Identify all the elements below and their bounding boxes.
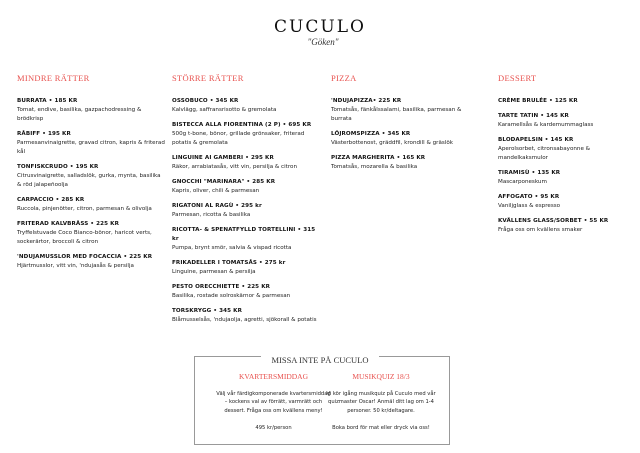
menu-section: [17, 73, 165, 277]
item-description: Parmesan, ricotta & basilika: [172, 212, 251, 218]
item-description: Parmesanvinaigrette, gravad citron, kapris & friterad kål: [17, 140, 165, 155]
item-description: Kapris, oliver, chili & parmesan: [172, 188, 260, 194]
item-name: RICOTTA- & SPENATFYLLD TORTELLINI • 315 kr: [172, 227, 316, 242]
menu-section: [498, 73, 633, 241]
item-name: PESTO ORECCHIETTE • 225 KR: [172, 284, 271, 290]
item-description: Vaniljglass & espresso: [498, 203, 561, 209]
item-description: Tomatsås, fänkålssalami, basilika, parmesan & burrata: [331, 107, 462, 122]
item-name: RÅBIFF • 195 KR: [17, 131, 71, 137]
menu-item: [172, 97, 322, 115]
item-name: PIZZA MARGHERITA • 165 KR: [331, 155, 426, 161]
item-description: Hjärtmusslor, vitt vin, 'ndujasås & persilja: [17, 263, 134, 269]
menu-item: [172, 226, 322, 253]
item-description: 500g t-bone, bönor, grillade grönsaker, friterad potatis & gremolata: [172, 131, 305, 146]
menu-item: [17, 130, 165, 157]
promo-left-title: KVARTERSMIDDAG: [238, 372, 308, 381]
menu-item: [498, 136, 633, 163]
item-name: LÖJROMSPIZZA • 345 KR: [331, 131, 411, 137]
menu-item: [17, 196, 165, 214]
item-description: Linguine, parmesan & persilja: [172, 269, 256, 275]
item-description: Pumpa, brynt smör, salvia & vispad ricotta: [172, 245, 292, 251]
menu-item: [498, 169, 633, 187]
promo-right-title: MUSIKQUIZ 18/3: [352, 372, 410, 381]
item-description: Tomatsås, mozarella & basilika: [331, 164, 418, 170]
item-name: 'NDUJAMUSSLOR MED FOCACCIA • 225 KR: [17, 254, 153, 260]
item-description: Aperolsorbet, citronsabayonne & mandelkaksmulor: [498, 146, 591, 161]
item-name: BURRATA • 185 KR: [17, 98, 78, 104]
menu-section: [331, 73, 481, 178]
item-name: CARPACCIO • 285 KR: [17, 197, 85, 203]
item-name: TONFISKCRUDO • 195 KR: [17, 164, 99, 170]
item-name: KVÄLLENS GLASS/SORBET • 55 KR: [498, 218, 609, 224]
item-name: TARTE TATIN • 145 KR: [498, 113, 569, 119]
item-description: Västerbottenost, gräddfil, krondill & gräslök: [331, 140, 454, 146]
menu-item: [331, 130, 481, 148]
item-name: AFFOGATO • 95 KR: [498, 194, 560, 200]
menu-item: [498, 217, 633, 235]
item-description: Kalvlägg, saffransrisotto & gremolata: [172, 107, 277, 113]
menu-item: [331, 154, 481, 172]
item-description: Basilika, rostade solroskärnor & parmesan: [172, 293, 291, 299]
item-description: Räkor, arrabiatasås, vitt vin, persilja & citron: [172, 164, 298, 170]
menu-item: [498, 193, 633, 211]
promo-right-text: Vi kör igång musikquiz på Cuculo med vår quizmaster Oscar! Anmäl ditt lag om 1-4 personer. 50 kr/deltagare.: [326, 391, 436, 414]
menu-section: [172, 73, 322, 331]
item-name: BISTECCA ALLA FIORENTINA (2 P) • 695 KR: [172, 122, 312, 128]
item-description: Karamellsås & kardemummaglass: [498, 122, 594, 128]
item-name: TORSKRYGG • 345 KR: [172, 308, 243, 314]
item-name: TIRAMISÙ • 135 KR: [498, 170, 561, 176]
item-description: Tryffelstuvade Coco Bianco-bönor, haricot verts, sockerärtor, broccoli & citron: [17, 230, 152, 245]
item-name: BLODAPELSIN • 145 KR: [498, 137, 574, 143]
item-name: 'NDUJAPIZZA• 225 KR: [331, 98, 402, 104]
menu-item: [172, 307, 322, 325]
item-name: FRIKADELLER I TOMATSÅS • 275 kr: [172, 260, 286, 266]
menu-item: [17, 97, 165, 124]
menu-item: [172, 154, 322, 172]
item-name: LINGUINE AI GAMBERI • 295 KR: [172, 155, 274, 161]
section-title: STÖRRE RÄTTER: [172, 73, 244, 83]
menu-item: [172, 283, 322, 301]
item-name: GNOCCHI "MARINARA" • 285 KR: [172, 179, 276, 185]
menu-item: [17, 253, 165, 271]
menu-item: [172, 259, 322, 277]
item-description: Tomat, endive, basilika, gazpachodressing & brödkrisp: [17, 107, 142, 122]
item-description: Ruccola, pinjenötter, citron, parmesan & olivolja: [17, 206, 152, 212]
item-description: Citrusvinaigrette, salladslök, gurka, mynta, basilika & röd jalapeñoolja: [17, 173, 161, 188]
section-title: DESSERT: [498, 73, 537, 83]
promo-title: MISSA INTE PÅ CUCULO: [261, 355, 378, 365]
menu-item: [498, 112, 633, 130]
promo-kvartersmiddag: [216, 372, 331, 432]
item-name: RIGATONI AL RAGÙ • 295 kr: [172, 203, 262, 209]
menu-item: [172, 121, 322, 148]
promo-musikquiz: [322, 372, 440, 432]
item-name: FRITERAD KALVBRÄSS • 225 KR: [17, 221, 120, 227]
item-description: Blåmusselsås, 'ndujaolja, agretti, sjökorall & potatis: [172, 317, 317, 323]
item-name: CRÈME BRULÉE • 125 KR: [498, 98, 578, 104]
menu-item: [172, 202, 322, 220]
menu-item: [17, 220, 165, 247]
menu-item: [331, 97, 481, 124]
item-description: Mascarponeskum: [498, 179, 547, 185]
promo-right-note: Boka bord för mat eller dryck via oss!: [332, 424, 430, 431]
item-name: OSSOBUCO • 345 KR: [172, 98, 239, 104]
item-description: Fråga oss om kvällens smaker: [498, 227, 583, 233]
menu-item: [172, 178, 322, 196]
menu-item: [17, 163, 165, 190]
logo-brand: CUCULO: [274, 17, 366, 37]
menu-item: [498, 97, 633, 106]
section-title: MINDRE RÄTTER: [17, 73, 90, 83]
section-title: PIZZA: [331, 73, 357, 83]
promo-left-text: Välj vår färdigkomponerade kvartersmiddag – kockens val av förrätt, varmrätt och dessert. Fråga oss om kvällens meny!: [216, 391, 331, 414]
logo: [0, 17, 640, 47]
promo-left-price: 495 kr/person: [255, 424, 292, 431]
logo-tagline: "Göken": [307, 37, 339, 47]
